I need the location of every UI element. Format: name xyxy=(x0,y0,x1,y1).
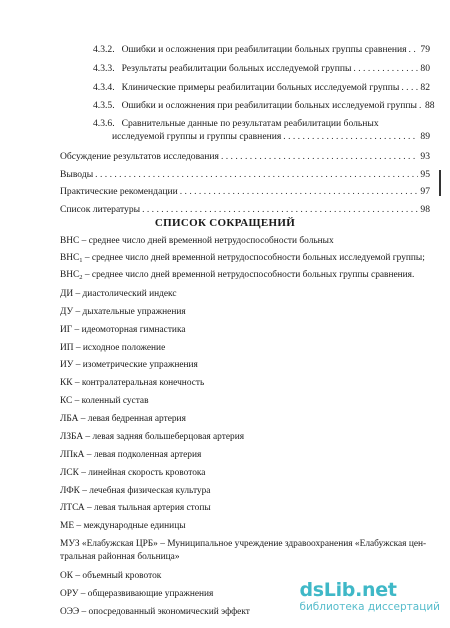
abbreviation-definition: – среднее число дней временной нетрудоспособности больных исследуемой группы; xyxy=(82,253,425,263)
toc-entry-continuation[interactable] xyxy=(112,131,430,142)
abbreviation-line: ЛБА – левая бедренная артерия xyxy=(60,414,186,424)
abbreviation-line: ИУ – изометрические упражнения xyxy=(60,360,198,370)
toc-leader-dots xyxy=(353,63,418,74)
toc-entry-title: Ошибки и осложнения при реабилитации больных группы сравнения xyxy=(121,44,407,55)
abbreviation-line: ИП – исходное положение xyxy=(60,343,166,353)
toc-entry[interactable] xyxy=(93,63,430,74)
toc-leader-dots xyxy=(401,82,418,93)
abbreviation-line: ЛПкА – левая подколенная артерия xyxy=(60,450,202,460)
toc-entry-page: 79 xyxy=(420,44,430,55)
abbreviation-line: ЛЗБА – левая задняя большеберцовая артерия xyxy=(60,432,245,442)
abbreviation-line: ДУ – дыхательные упражнения xyxy=(60,307,186,317)
abbreviation-line: КС – коленный сустав xyxy=(60,396,149,406)
abbreviation-line: ОЭЭ – опосредованный экономический эффект xyxy=(60,607,250,617)
abbreviation-line xyxy=(60,270,414,283)
abbreviation-line: КК – контралатеральная конечность xyxy=(60,378,205,388)
toc-entry-number: 4.3.2. xyxy=(93,44,115,55)
toc-leader-dots xyxy=(142,204,418,215)
toc-entry-page: 89 xyxy=(420,131,430,142)
toc-entry[interactable] xyxy=(93,82,430,93)
toc-entry-title: Выводы xyxy=(60,169,94,180)
abbreviation-line: ДИ – диастолический индекс xyxy=(60,289,177,299)
section-heading: СПИСОК СОКРАЩЕНИЙ xyxy=(154,217,296,229)
toc-entry[interactable] xyxy=(60,204,430,215)
toc-entry-title: Список литературы xyxy=(60,204,141,215)
abbreviation-subscript: 1 xyxy=(79,257,83,264)
toc-entry-title: исследуемой группы и группы сравнения xyxy=(112,131,282,142)
abbreviation-line: ЛСК – линейная скорость кровотока xyxy=(60,468,206,478)
watermark[interactable] xyxy=(299,580,440,614)
margin-mark xyxy=(439,170,441,196)
toc-leader-dots xyxy=(409,44,419,55)
abbreviation-line: ИГ – идеомоторная гимнастика xyxy=(60,325,186,335)
toc-entry-title: Клинические примеры реабилитации больных исследуемой группы xyxy=(121,82,400,93)
abbreviation-definition: – среднее число дней временной нетрудоспособности больных группы сравнения. xyxy=(82,270,415,280)
toc-entry[interactable] xyxy=(93,100,435,111)
abbreviation-line: ЛТСА – левая тыльная артерия стопы xyxy=(60,503,211,513)
toc-entry-page: 97 xyxy=(420,186,430,197)
toc-entry-page: 82 xyxy=(420,82,430,93)
toc-entry-number: 4.3.4. xyxy=(93,82,115,93)
toc-entry[interactable] xyxy=(60,151,430,162)
abbreviation-line xyxy=(60,253,425,266)
toc-entry[interactable] xyxy=(60,186,430,197)
toc-entry-number: 4.3.5. xyxy=(93,100,115,111)
toc-entry[interactable] xyxy=(93,118,379,129)
toc-entry[interactable] xyxy=(60,169,430,180)
abbreviation-line: тральная районная больница» xyxy=(60,552,180,562)
toc-entry-title: Обсуждение результатов исследования xyxy=(60,151,219,162)
toc-leader-dots xyxy=(283,131,418,142)
toc-entry-title: Практические рекомендации xyxy=(60,186,178,197)
toc-entry-page: 98 xyxy=(420,204,430,215)
watermark-logo: dsLib.net xyxy=(299,579,397,601)
abbreviation-subscript: 2 xyxy=(79,274,83,281)
abbreviation-line: ВНС – среднее число дней временной нетрудоспособности больных xyxy=(60,236,334,246)
toc-entry-title: Сравнительные данные по результатам реабилитации больных xyxy=(121,118,379,129)
toc-entry-title: Результаты реабилитации больных исследуемой группы xyxy=(121,63,352,74)
toc-entry-title: Ошибки и осложнения при реабилитации больных исследуемой группы xyxy=(121,100,417,111)
toc-entry-page: 80 xyxy=(420,63,430,74)
abbreviation-line: МЕ – международные единицы xyxy=(60,521,186,531)
toc-leader-dots xyxy=(221,151,418,162)
abbreviation-term: ВНС xyxy=(60,270,80,280)
toc-entry-page: 95 xyxy=(420,169,430,180)
toc-entry-number: 4.3.3. xyxy=(93,63,115,74)
toc-entry-page: 88 xyxy=(424,100,435,111)
abbreviation-line: ОРУ – общеразвивающие упражнения xyxy=(60,589,214,599)
abbreviation-line: МУЗ «Елабужская ЦРБ» – Муниципальное учреждение здравоохранения «Елабужская цен- xyxy=(60,539,427,549)
toc-entry-page: 93 xyxy=(420,151,430,162)
toc-entry-number: 4.3.6. xyxy=(93,118,115,129)
abbreviation-term: ВНС xyxy=(60,253,80,263)
abbreviation-line: ЛФК – лечебная физическая культура xyxy=(60,486,211,496)
abbreviation-line: ОК – объемный кровоток xyxy=(60,571,162,581)
toc-leader-dots xyxy=(95,169,418,180)
watermark-subtitle: библиотека диссертаций xyxy=(299,601,440,613)
toc-leader-dots xyxy=(419,100,423,111)
toc-leader-dots xyxy=(180,186,419,197)
toc-entry[interactable] xyxy=(93,44,430,55)
